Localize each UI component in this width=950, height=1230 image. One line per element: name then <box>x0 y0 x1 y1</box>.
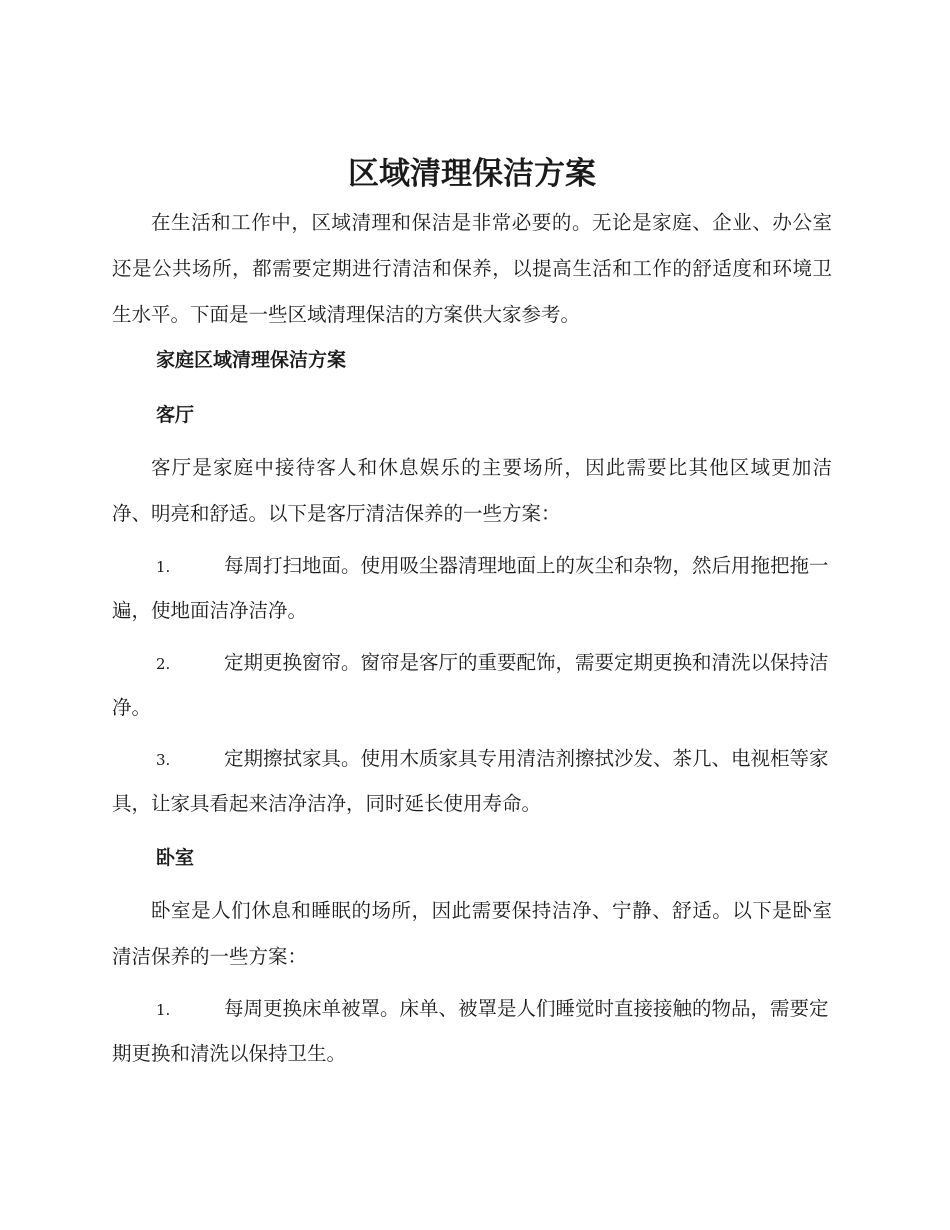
list-item-number: 3. <box>156 751 171 769</box>
list-item-text: 每周更换床单被罩。床单、被罩是人们睡觉时直接接触的物品，需要定期更换和清洗以保持卫生。 <box>112 997 829 1065</box>
document-title: 区域清理保洁方案 <box>348 156 596 192</box>
living-room-intro: 客厅是家庭中接待客人和休息娱乐的主要场所，因此需要比其他区域更加洁净、明亮和舒适。以下是客厅清洁保养的一些方案： <box>112 456 832 525</box>
list-item <box>112 737 832 826</box>
section-heading: 家庭区域清理保洁方案 <box>156 349 347 371</box>
list-item-text: 定期更换窗帘。窗帘是客厅的重要配饰，需要定期更换和清洗以保持洁净。 <box>112 651 829 719</box>
list-item <box>112 641 832 730</box>
list-item-number: 2. <box>156 655 171 673</box>
living-room-heading: 客厅 <box>156 404 195 426</box>
list-item-text: 定期擦拭家具。使用木质家具专用清洁剂擦拭沙发、茶几、电视柜等家具，让家具看起来洁净洁净，同时延长使用寿命。 <box>112 747 829 815</box>
list-item-number: 1. <box>156 558 171 576</box>
list-item-number: 1. <box>156 1001 171 1019</box>
bedroom-heading: 卧室 <box>156 847 195 869</box>
list-item <box>112 544 832 633</box>
list-item <box>112 987 832 1076</box>
list-item-text: 每周打扫地面。使用吸尘器清理地面上的灰尘和杂物，然后用拖把拖一遍，使地面洁净洁净。 <box>112 554 829 622</box>
intro-paragraph: 在生活和工作中，区域清理和保洁是非常必要的。无论是家庭、企业、办公室还是公共场所，都需要定期进行清洁和保养，以提高生活和工作的舒适度和环境卫生水平。下面是一些区域清理保洁的方案供大家参考。 <box>112 211 832 326</box>
bedroom-intro: 卧室是人们休息和睡眠的场所，因此需要保持洁净、宁静、舒适。以下是卧室清洁保养的一些方案： <box>112 899 832 968</box>
